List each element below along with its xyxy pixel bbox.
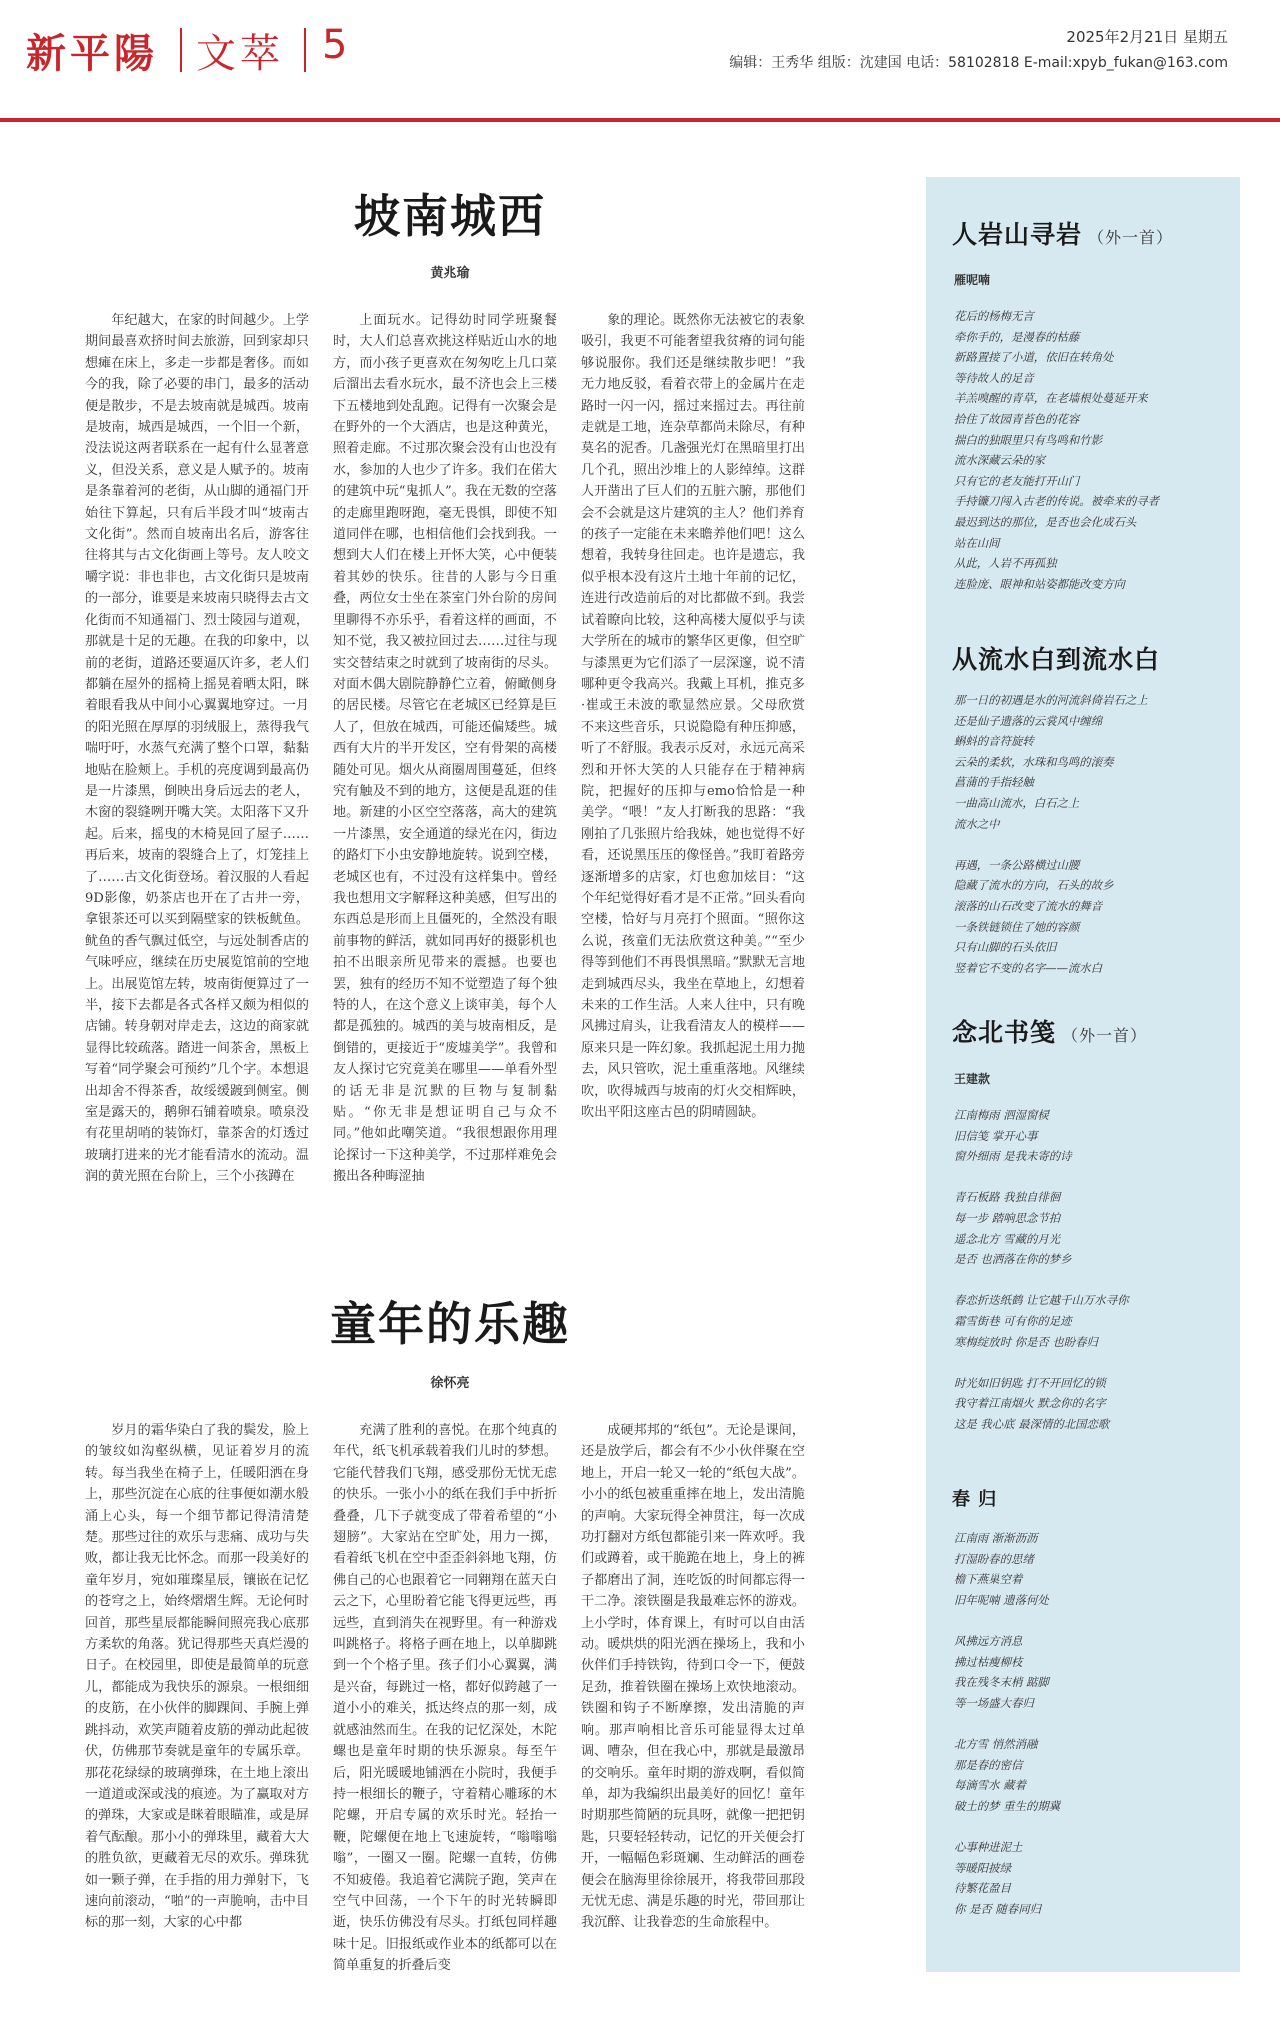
poem-line: 等一场盛大春归 [954, 1695, 1034, 1710]
poem-line: 心事种进泥土 [954, 1839, 1023, 1854]
poem-line: 竖着它不变的名字——流水白 [954, 960, 1103, 975]
stanza-gap [954, 834, 1224, 855]
poem-line: 风拂远方消息 [954, 1633, 1023, 1648]
stanza-gap [954, 1167, 1224, 1188]
stanza-gap [954, 1270, 1224, 1291]
poem-body [954, 306, 1224, 594]
article-column [581, 1420, 805, 1977]
poem-line: 窗外细雨 是我未寄的诗 [954, 1149, 1072, 1164]
poem-line: 等暖阳披绿 [954, 1860, 1011, 1875]
masthead-divider [180, 28, 182, 72]
masthead [0, 0, 1280, 118]
article-text: 年纪越大，在家的时间越少。上学期间最喜欢挤时间去旅游，回到家却只想瘫在床上，多走一步都是奢侈。而如今的我，除了必要的串门，最多的活动便是散步，不是去坡南就是城西。坡南是坡南，城西是城西，一个旧一个新，没法说这两者联系在一起有什么显著意义，但没关系，意义是人赋予的。坡南是条靠着河的老街，从山脚的通福门开始往下算起，只有后半段才叫“坡南古文化街”。然而自坡南出名后，游客往往将其与古文化街画上等号。友人咬文嚼字说：非也非也，古文化街只是坡南的一部分，谁要是来坡南只晓得去古文化街而不知通福门、烈士陵园与道观，那就是十足的无趣。在我的印象中，以前的老街，道路还要逼仄许多，老人们都躺在屋外的摇椅上摇晃着晒太阳，眯着眼看我从中间小心翼翼地穿过。一月的阳光照在厚厚的羽绒服上，蒸得我气喘吁吁，水蒸气充满了整个口罩，黏黏地贴在脸颊上。手机的亮度调到最高仍是一片漆黑，倒映出身后远去的老人，木窗的裂缝咧开嘴大笑。太阳落下又升起。后来，摇曳的木椅晃回了屋子……再后来，坡南的裂缝合上了，灯笼挂上了……古文化街登场。着汉服的人看起9D影像，奶茶店也开在了古井一旁，拿银茶还可以买到隔壁家的铁板鱿鱼。鱿鱼的香气飘过低空，与远处制香店的气味呼应，继续在历史展览馆前的空地上。出展览馆左转，坡南街便算过了一半，接下去都是各式各样又颇为相似的店铺。转身朝对岸走去，这边的商家就显得比较疏落。踏进一间茶舍，黑板上写着“同学聚会可预约”几个字。本想退出却舍不得茶香，故绥缓踱到侧室。侧室是露天的，鹅卵石铺着喷泉。喷泉没有花里胡哨的装饰灯，靠茶舍的灯透过玻璃打进来的光才能看清水的流动。温润的黄光照在台阶上，三个小孩蹲在 [85, 313, 309, 1185]
article-column [581, 310, 805, 1172]
poem-line: 菖蒲的手指轻触 [954, 775, 1034, 790]
poem-line: 北方雪 悄然消融 [954, 1736, 1038, 1751]
poem-title [952, 1485, 997, 1511]
poem-line: 你 是否 随春同归 [954, 1901, 1041, 1916]
stanza-gap [954, 1352, 1224, 1373]
stanza-gap [954, 1816, 1224, 1837]
poem-body [954, 690, 1224, 978]
poem-line: 那一日的初遇是水的河流斜倚岩石之上 [954, 693, 1148, 707]
poem-line: 檐下燕巢空着 [954, 1572, 1023, 1587]
poem-author: 雁呢喃 [954, 273, 991, 287]
poem-title [952, 215, 1173, 251]
poem-line: 拾住了故园青苔色的花容 [954, 411, 1080, 426]
poem-line: 连脸庞、眼神和站姿都能改变方向 [954, 576, 1125, 591]
article-author: 黄兆瑜 [430, 266, 470, 281]
poem-line: 揣白的独眼里只有鸟鸣和竹影 [954, 432, 1103, 447]
poem-line: 这是 我心底 最深情的北国恋歌 [954, 1416, 1110, 1431]
poem-line: 流水之中 [954, 816, 1000, 831]
poem-line: 只有它的老友能打开山门 [954, 473, 1080, 488]
article-text: 象的理论。既然你无法被它的表象吸引，我更不可能奢望我贫瘠的词句能够说服你。我们还是继续散步吧！”我无力地反驳，看着衣带上的金属片在走路时一闪一闪，摇过来摇过去。再往前走就是工地，连杂草都尚未除尽，有种莫名的泥香。几盏强光灯在黑暗里打出几个孔，照出沙堆上的人影绰绰。这群人开凿出了巨人们的五脏六腑，那他们会不会就是这片建筑的主人？他们养育的孩子一定能在未来瞻养他们吧！这么想着，我转身往回走。也许是遗忘，我似乎根本没有这片土地十年前的记忆，连进行改造前后的对比都做不到。我尝试着瞭向比较，这种高楼大厦似乎与读大学所在的城市的繁华区更像，但空旷与漆黑更为它们添了一层深邃，说不清哪种更令我高兴。我戴上耳机，推克多·崔或王未波的歌显然应景。父母欣赏不来这些音乐，只说隐隐有种压抑感，听了不舒服。我表示反对，永远元高采烈和开怀大笑的人只能存在于精神病院，把握好的压抑与emo恰恰是一种美学。“喂！”友人打断我的思路：“我刚拍了几张照片给我妹，她也觉得不好看，还说黑压压的像怪兽。”我盯着路旁逐渐增多的店家，灯也愈加炫目：“这个年纪觉得好看才是不正常。”回头看向空楼，恰好与月亮打个照面。“照你这么说，孩童们无法欣赏这种美。”“至少得等到他们不再畏惧黑暗。”默默无言地走到城西尽头，我坐在草地上，幻想着未来的工作生活。人来人往中，只有晚风拂过肩头，让我看清友人的模样——原来只是一阵幻象。我抓起泥土用力抛去，风只管吹，泥土重重落地。风继续吹，吹得城西与坡南的灯火交相辉映，吹出平阳这座古邑的阴晴圆缺。 [581, 313, 805, 1121]
poem-line: 新路置接了小道，依旧在转角处 [954, 350, 1114, 365]
poem-line: 我在残冬末梢 踮脚 [954, 1675, 1049, 1690]
poem-line: 春恋折迭纸鹤 让它越千山万水寻你 [954, 1293, 1129, 1308]
article-text: 上面玩水。记得幼时同学班聚餐时，大人们总喜欢挑这样贴近山水的地方，而小孩子更喜欢在匆匆吃上几口菜后溜出去看水玩水，最不济也会上三楼下五楼地到处乱跑。记得有一次聚会是在野外的一个大酒店，也是这种黄光，照着走廊。不过那次聚会没有山也没有水，参加的人也少了许多。我们在偌大的建筑中玩“鬼抓人”。我在无数的空落的走廊里跑呀跑，毫无畏惧，即使不知道同伴在哪，也相信他们会找到我。一想到大人们在楼上开怀大笑，心中便装着其妙的快乐。往昔的人影与今日重叠，两位女士坐在茶室门外台阶的房间里聊得不亦乐乎，看着这样的画面，不知不觉，我又被拉回过去……过往与现实交替结束之时就到了坡南街的尽头。对面木偶大剧院静静伫立着，俯瞰侧身的居民楼。尽管它在老城区已经算是巨人了，但放在城西，可能还偏矮些。城西有大片的半开发区，空有骨架的高楼随处可见。烟火从商圈周围蔓延，但终究有触及不到的地方，这便是乱逛的佳地。新建的小区空空落落，高大的建筑一片漆黑，安全通道的绿光在闪，街边的路灯下小虫安静地旋转。说到空楼，老城区也有，不过没有这样集中。曾经我也想用文字解释这种美感，但写出的东西总是形而上且僵死的，全然没有眼前事物的鲜活，就如同再好的摄影机也拍不出眼亲所见带来的震撼。也要也罢，独有的经历不知不觉塑造了每个独特的人，在这个意义上谈审美，每个人都是孤独的。城西的美与坡南相反，是倒错的，更接近于“废墟美学”。我曾和友人探讨它究竟美在哪里——单看外型的话无非是沉默的巨物与复制黏贴。“你无非是想证明自己与众不同。”他如此嘲笑道。“我很想跟你用理论探讨一下这种美学，不过那样难免会搬出各种晦涩抽 [333, 313, 557, 1185]
article-author: 徐怀亮 [430, 1376, 470, 1391]
newspaper-name: 新平陽 [26, 31, 158, 77]
article-text: 成硬邦邦的“纸包”。无论是课间，还是放学后，都会有不少小伙伴聚在空地上，开启一轮又一轮的“纸包大战”。小小的纸包被重重摔在地上，发出清脆的声响。大家玩得全神贯注，每一次成功打翻对方纸包都能引来一阵欢呼。我们或蹲着，或干脆跪在地上，身上的裤子都磨出了洞，连吃饭的时间都忘得一干二净。滚铁圈是我最难忘怀的游戏。上小学时，体育课上，有时可以自由活动。暖烘烘的阳光洒在操场上，我和小伙伴们手持铁钩，待到口令一下，便鼓足劲，推着铁圈在操场上欢快地滚动。铁圈和钩子不断摩擦，发出清脆的声响。那声响相比音乐可能显得太过单调、嘈杂，但在我心中，那就是最激昂的交响乐。童年时期的游戏啊，看似简单，却为我编织出最美好的回忆！童年时期那些简陋的玩具呀，就像一把把钥匙，只要轻轻转动，记忆的开关便会打开，一幅幅色彩斑斓、生动鲜活的画卷便会在脑海里徐徐展开，将我带回那段无忧无虑、满是乐趣的时光，带回那让我沉醉、让我眷恋的生命旅程中。 [581, 1423, 805, 1931]
article-title: 坡南城西 [354, 189, 546, 243]
article-column [85, 1420, 309, 1977]
poem-line: 那是春的密信 [954, 1757, 1023, 1772]
stanza-gap [954, 1713, 1224, 1734]
poem-subtitle: （外一首） [1062, 1026, 1148, 1045]
poem-line: 蝌蚪的音符旋转 [954, 734, 1034, 749]
poem-line: 云朵的柔软，水珠和鸟鸣的滚奏 [954, 754, 1114, 769]
stanza-gap [954, 1610, 1224, 1631]
poem-line: 是否 也洒落在你的梦乡 [954, 1252, 1072, 1267]
poem-line: 羊羔嗅醒的青草，在老墙根处蔓延开来 [954, 391, 1148, 406]
poem-line: 破土的梦 重生的期冀 [954, 1798, 1061, 1813]
poem-line: 遥念北方 雪藏的月光 [954, 1231, 1061, 1246]
poem-line: 只有山脚的石头依旧 [954, 940, 1057, 955]
poem-line: 拂过枯瘦柳枝 [954, 1654, 1023, 1669]
poem-title-text: 春 归 [952, 1489, 998, 1510]
article-title: 童年的乐趣 [330, 1297, 570, 1351]
issue-date: 2025年2月21日 星期五 [1066, 28, 1228, 46]
poem-line: 一曲高山流水，白石之上 [954, 795, 1080, 810]
poem-line: 等待故人的足音 [954, 370, 1034, 385]
poem-line: 花后的杨梅无言 [954, 309, 1034, 323]
poem-line: 滚落的山石改变了流水的舞音 [954, 898, 1103, 913]
poem-line: 打湿盼春的思绪 [954, 1551, 1034, 1566]
poem-line: 还是仙子遗落的云裳风中缠绵 [954, 713, 1103, 728]
poem-line: 隐藏了流水的方向，石头的故乡 [954, 878, 1114, 893]
poem-line: 江南梅雨 泗湿窗棂 [954, 1108, 1049, 1122]
article-text: 岁月的霜华染白了我的鬓发，脸上的皱纹如沟壑纵横，见证着岁月的流转。每当我坐在椅子上，任暖阳洒在身上，那些沉淀在心底的往事便如潮水般涌上心头，每一个细节都记得清清楚楚。那些过往的欢乐与悲痛、成功与失败，都让我无比怀念。而那一段美好的童年岁月，宛如璀璨星辰，镶嵌在记忆的苍穹之上，始终熠熠生辉。无论何时回首，那些星辰都能瞬间照亮我心底那方柔软的角落。犹记得那些天真烂漫的日子。在校园里，即使是最简单的玩意儿，都能成为我快乐的源泉。一根细细的皮筋，在小伙伴的脚踝间、手腕上弹跳抖动，欢笑声随着皮筋的弹动此起彼伏，仿佛那节奏就是童年的专属乐章。那花花绿绿的玻璃弹珠，在土地上滚出一道道或深或浅的痕迹。为了赢取对方的弹珠，大家或是眯着眼瞄准，或是屏着气酝酿。那小小的弹珠里，藏着大大的胜负欲，更藏着无尽的欢乐。弹珠犹如一颗子弹，在手指的用力弹射下，飞速向前滚动，“啪”的一声脆响，击中目标的那一刻，大家的心中都 [85, 1423, 309, 1931]
poem-body [954, 1528, 1224, 1919]
article-text: 充满了胜利的喜悦。在那个纯真的年代，纸飞机承载着我们儿时的梦想。它能代替我们飞翔，感受那份无忧无虑的快乐。一张小小的纸在我们手中折折叠叠，几下子就变成了带着希望的“小翅膀”。大家站在空旷处，用力一掷，看着纸飞机在空中歪歪斜斜地飞翔，仿佛自己的心也跟着它一同翱翔在蓝天白云之下，心里盼着它能飞得更远些，再远些，直到消失在视野里。有一种游戏叫跳格子。将格子画在地上，以单脚跳到一个个格子里。孩子们小心翼翼，满是兴奋，每跳过一格，都好似跨越了一道小小的难关，抵达终点的那一刻，成就感油然而生。在我的记忆深处，木陀螺也是童年时期的快乐源泉。每至午后，阳光暖暖地铺洒在小院时，我便手持一根细长的鞭子，守着精心雕琢的木陀螺，开启专属的欢乐时光。轻抬一鞭，陀螺便在地上飞速旋转，“嗡嗡嗡嗡”，一圈又一圈。陀螺一直转，仿佛不知疲倦。我追着它满院子跑，笑声在空气中回荡，一个下午的时光转瞬即逝，快乐仿佛没有尽头。打纸包同样趣味十足。旧报纸或作业本的纸都可以在简单重复的折叠后变 [333, 1423, 557, 1974]
poem-line: 旧信笺 掌开心事 [954, 1128, 1038, 1143]
poem-line: 每一步 踏响思念节拍 [954, 1210, 1061, 1225]
poem-line: 手持镰刀闯入古老的传说。被牵来的寻者 [954, 494, 1160, 509]
poem-line: 时光如旧钥匙 打不开回忆的锁 [954, 1375, 1106, 1390]
poem-line: 最迟到达的那位，是否也会化成石头 [954, 514, 1137, 529]
poem-line: 站在山间 [954, 535, 1000, 550]
poem-title-text: 从流水白到流水白 [952, 645, 1161, 674]
poem-line: 再遇，一条公路横过山腰 [954, 857, 1080, 872]
poem-line: 青石板路 我独自徘徊 [954, 1190, 1061, 1205]
poem-title [952, 640, 1160, 676]
poem-line: 流水深藏云朵的家 [954, 453, 1046, 468]
article-column [333, 1420, 557, 1977]
masthead-rule [0, 118, 1280, 122]
poem-author: 王建款 [954, 1072, 991, 1086]
section-name: 文萃 [196, 31, 284, 77]
poem-body [954, 1105, 1224, 1435]
page-number: 5 [322, 22, 348, 68]
poem-title-text: 人岩山寻岩 [952, 220, 1083, 249]
poem-title [952, 1013, 1147, 1049]
poem-line: 霜雪街巷 可有你的足迹 [954, 1313, 1072, 1328]
editor-info: 编辑：王秀华 组版：沈建国 电话：58102818 E-mail:xpyb_fukan@163.com [729, 55, 1228, 71]
poem-line: 旧年呢喃 遗落何处 [954, 1592, 1049, 1607]
poem-line: 江南雨 渐渐沥沥 [954, 1531, 1038, 1545]
poem-line: 牵你手的，是漫春的枯藤 [954, 329, 1080, 344]
poem-line: 我守着江南烟火 默念你的名字 [954, 1396, 1106, 1411]
poem-line: 一条铁链锁住了她的容颜 [954, 919, 1080, 934]
article-column [85, 310, 309, 1185]
poem-line: 寒梅绽放时 你是否 也盼春归 [954, 1334, 1098, 1349]
poem-line: 从此，人岩不再孤独 [954, 556, 1057, 571]
article-column [333, 310, 557, 1185]
masthead-divider [304, 28, 306, 72]
poem-subtitle: （外一首） [1088, 228, 1174, 247]
poem-line: 待繁花盈目 [954, 1881, 1011, 1896]
poem-line: 每滴雪水 藏着 [954, 1778, 1026, 1793]
poem-title-text: 念北书笺 [952, 1018, 1057, 1047]
